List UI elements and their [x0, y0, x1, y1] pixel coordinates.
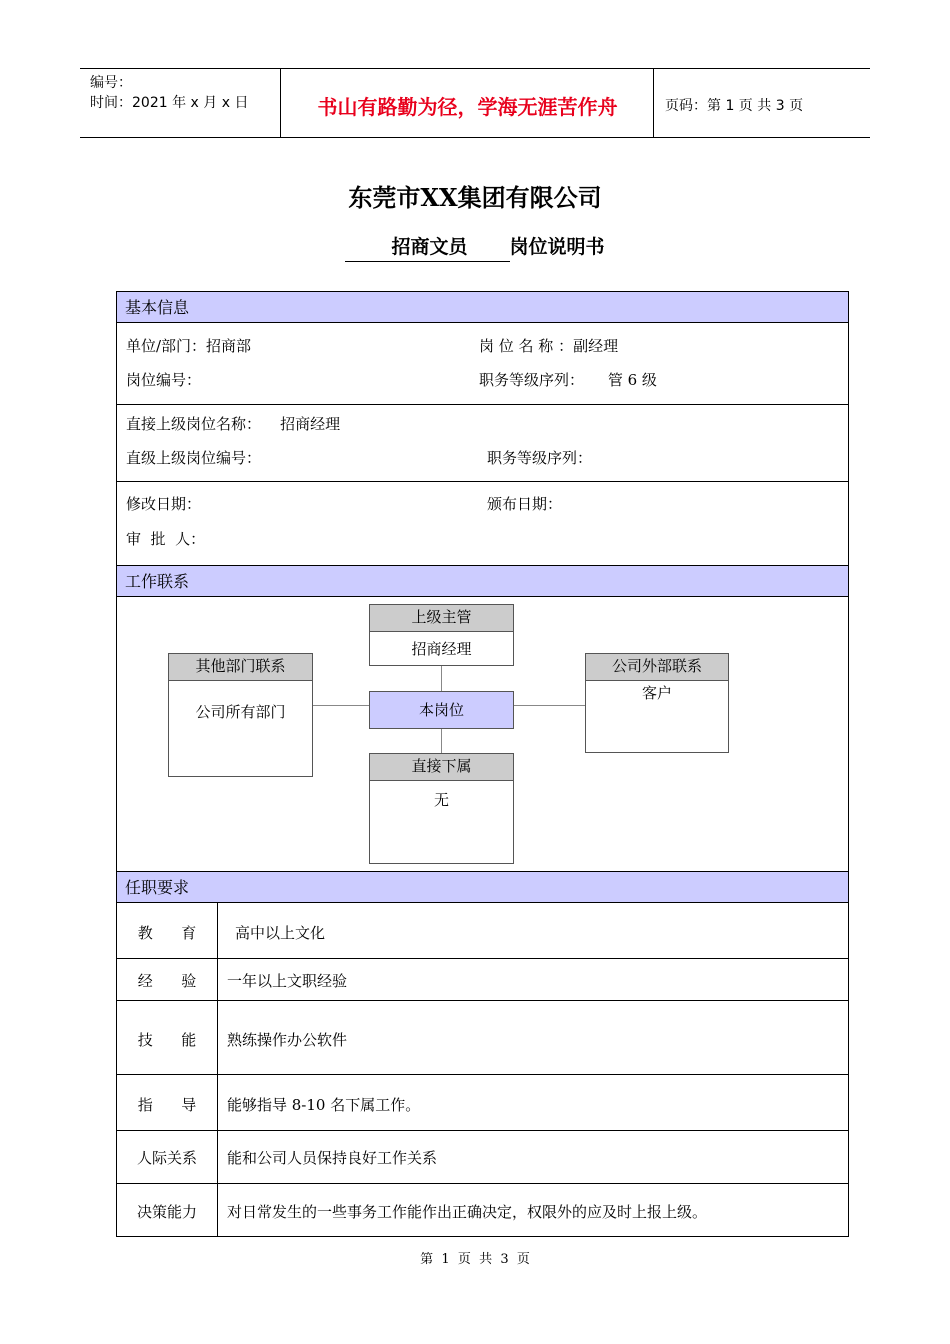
position-name: 招商文员	[391, 236, 468, 258]
header-meta	[80, 69, 281, 137]
req-label: 指 导	[137, 1096, 197, 1114]
company-title: 东莞市XX集团有限公司	[348, 183, 602, 212]
superior-box	[369, 604, 514, 666]
subordinate-box	[369, 753, 514, 864]
position-underline	[345, 232, 509, 262]
unit-field: 单位/部门：招商部	[126, 337, 252, 355]
section-work-relations: 工作联系	[117, 566, 848, 597]
req-value: 一年以上文职经验	[227, 972, 348, 990]
page-footer: 第 1 页 共 3 页	[420, 1252, 530, 1267]
header-page-info: 页码：第 1 页 共 3 页	[665, 98, 804, 114]
time-label: 时间：2021 年 x 月 x 日	[90, 95, 249, 111]
req-label: 决策能力	[136, 1203, 197, 1221]
section-basic-info: 基本信息	[117, 292, 848, 323]
divider	[117, 1000, 848, 1001]
external-box-value: 客户	[641, 684, 672, 702]
section-requirements: 任职要求	[117, 872, 848, 903]
external-box	[585, 653, 729, 753]
approver-field: 审 批 人：	[126, 530, 206, 548]
divider	[117, 1074, 848, 1075]
req-value: 对日常发生的一些事务工作能作出正确决定，权限外的应及时上报上级。	[227, 1203, 708, 1221]
job-description-table	[116, 291, 849, 1237]
req-value: 能够指导 8-10 名下属工作。	[227, 1096, 421, 1114]
document-header	[80, 68, 870, 138]
post-no-field: 岗位编号：	[126, 371, 202, 389]
superior-no-field: 直级上级岗位编号：	[126, 449, 262, 467]
other-dept-box-value: 公司所有部门	[195, 703, 286, 721]
publish-date-field: 颁布日期：	[487, 495, 563, 513]
header-motto: 书山有路勤为径，学海无涯苦作舟	[282, 69, 654, 137]
post-name-field: 岗 位 名 称 ：副经理	[479, 337, 619, 355]
connector-down	[441, 728, 442, 754]
modify-date-field: 修改日期：	[126, 495, 202, 513]
req-value: 高中以上文化	[235, 924, 326, 942]
subordinate-box-title: 直接下属	[370, 754, 513, 781]
superior-grade-field: 职务等级序列：	[487, 449, 593, 467]
superior-name-field: 直接上级岗位名称： 招商经理	[126, 415, 341, 433]
connector-left	[313, 705, 369, 706]
document-title	[0, 232, 950, 262]
connector-up	[441, 664, 442, 693]
req-value: 能和公司人员保持良好工作关系	[227, 1149, 438, 1167]
divider	[117, 481, 848, 482]
grade-field: 职务等级序列： 管 6 级	[479, 371, 657, 389]
req-label: 经 验	[137, 972, 197, 990]
subordinate-box-value: 无	[433, 791, 449, 809]
other-dept-box-title: 其他部门联系	[169, 654, 312, 681]
number-label: 编号：	[90, 75, 132, 91]
divider	[117, 1130, 848, 1131]
other-dept-box	[168, 653, 313, 777]
column-divider	[217, 903, 218, 1236]
superior-box-title: 上级主管	[370, 605, 513, 632]
divider	[117, 958, 848, 959]
req-label: 技 能	[137, 1031, 197, 1049]
divider	[117, 1183, 848, 1184]
current-post-box: 本岗位	[369, 691, 514, 729]
req-value: 熟练操作办公软件	[227, 1031, 348, 1049]
doc-name: 岗位说明书	[509, 236, 605, 258]
connector-right	[514, 705, 585, 706]
req-label: 教 育	[137, 924, 197, 942]
superior-box-value: 招商经理	[411, 640, 472, 658]
req-label: 人际关系	[136, 1149, 197, 1167]
divider	[117, 404, 848, 405]
external-box-title: 公司外部联系	[586, 654, 728, 681]
